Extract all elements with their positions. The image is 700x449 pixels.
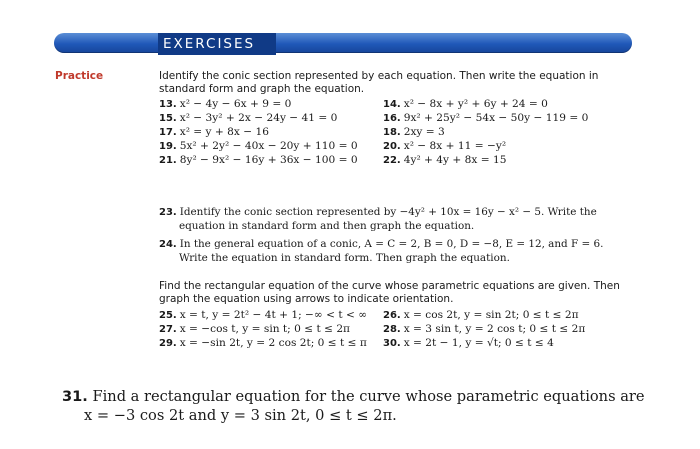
page-title: EXERCISES [163, 36, 256, 52]
problem-19: 19. 5x² + 2y² − 40x − 20y + 110 = 0 [159, 140, 358, 152]
problem-14: 14. x² − 8x + y² + 6y + 24 = 0 [383, 98, 548, 110]
problem-31: 31. Find a rectangular equation for the curve whose parametric equations are x = −3 cos 2t and y = 3 sin 2t, 0 ≤ t ≤ 2π. [62, 388, 645, 424]
problems-right-column [383, 97, 643, 167]
problem-25: 25. x = t, y = 2t² − 4t + 1; −∞ < t < ∞ [159, 309, 368, 321]
problem-17: 17. x² = y + 8x − 16 [159, 126, 269, 138]
parametric-right-column [383, 308, 643, 350]
parametric-left-column [159, 308, 419, 350]
problem-24: 24. In the general equation of a conic, A = C = 2, B = 0, D = −8, E = 12, and F = 6. Write the equation in standard form. Then graph the equation. [159, 238, 604, 264]
practice-label: Practice [55, 70, 104, 82]
problem-23: 23. Identify the conic section represented by −4y² + 10x = 16y − x² − 5. Write the equation in standard form and then graph the equation. [159, 206, 597, 232]
problem-15: 15. x² − 3y² + 2x − 24y − 41 = 0 [159, 112, 338, 124]
problem-18: 18. 2xy = 3 [383, 126, 445, 138]
problem-28: 28. x = 3 sin t, y = 2 cos t; 0 ≤ t ≤ 2π [383, 323, 586, 335]
problem-21: 21. 8y² − 9x² − 16y + 36x − 100 = 0 [159, 154, 358, 166]
problem-16: 16. 9x² + 25y² − 54x − 50y − 119 = 0 [383, 112, 589, 124]
problem-20: 20. x² − 8x + 11 = −y² [383, 140, 507, 152]
problems-left-column [159, 97, 419, 167]
problem-30: 30. x = 2t − 1, y = √t; 0 ≤ t ≤ 4 [383, 337, 554, 349]
problem-13: 13. x² − 4y − 6x + 9 = 0 [159, 98, 292, 110]
problem-27: 27. x = −cos t, y = sin t; 0 ≤ t ≤ 2π [159, 323, 351, 335]
header-banner [54, 33, 632, 53]
problem-26: 26. x = cos 2t, y = sin 2t; 0 ≤ t ≤ 2π [383, 309, 579, 321]
instruction-parametric: Find the rectangular equation of the curve whose parametric equations are given. Then graph the equation using arrows to indicate orientation. [159, 280, 620, 305]
problem-22: 22. 4y² + 4y + 8x = 15 [383, 154, 507, 166]
problem-29: 29. x = −sin 2t, y = 2 cos 2t; 0 ≤ t ≤ π [159, 337, 367, 349]
instruction-conics: Identify the conic section represented by each equation. Then write the equation in standard form and graph the equation. [159, 70, 599, 95]
